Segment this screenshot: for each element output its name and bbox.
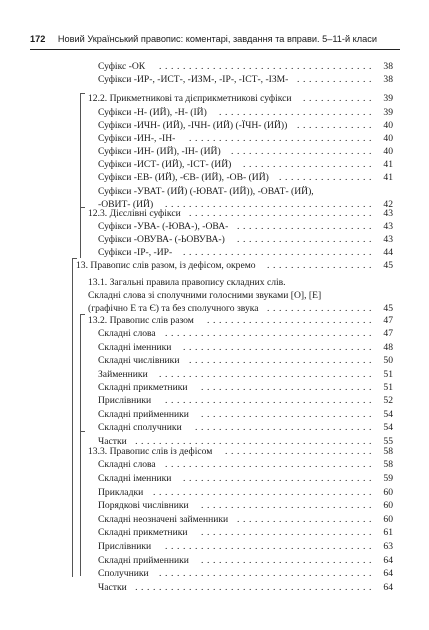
toc-entry: [88, 289, 393, 302]
toc-entry-label: Сполучники: [98, 568, 149, 579]
toc-entry: [98, 567, 393, 580]
toc-entry: [98, 554, 393, 567]
toc-entry: [98, 472, 393, 485]
toc-entry-label: 12.2. Прикметникові та дієприкметникові суфікси: [88, 93, 292, 104]
toc-entry-page: 63: [383, 541, 393, 552]
toc-entry: [98, 73, 393, 86]
toc-entry-page: 58: [383, 446, 393, 457]
toc-entry-label: Суфікс -ОК: [98, 61, 146, 72]
dot-leader: ...................................: [165, 328, 375, 339]
dot-leader: ........................: [231, 146, 375, 157]
dot-leader: .............: [297, 120, 375, 131]
toc-entry: [98, 132, 393, 145]
toc-entry-page: 40: [383, 120, 393, 131]
toc-entry-label: 13. Правопис слів разом, із дефісом, окремо: [76, 260, 256, 271]
toc-entry-label: Частки: [98, 582, 127, 593]
section-box-12-3: [80, 207, 85, 258]
toc-entry-page: 54: [383, 422, 393, 433]
dot-leader: ..................: [267, 303, 375, 314]
toc-entry-page: 40: [383, 146, 393, 157]
toc-entry-label: Суфікси -ЕВ- (ИЙ), -ЄВ- (ИЙ), -ОВ- (ИЙ): [98, 172, 269, 183]
dot-leader: ............................: [207, 315, 375, 326]
toc-entry-page: 44: [383, 247, 393, 258]
toc-entry: [98, 381, 393, 394]
dot-leader: ..........................: [219, 107, 375, 118]
dot-leader: ....................................: [159, 369, 375, 380]
dot-leader: ................: [279, 172, 375, 183]
dot-leader: ....................................: [159, 568, 375, 579]
toc-entry-page: 42: [383, 199, 393, 210]
toc-entry-page: 45: [383, 303, 393, 314]
toc-entry: [98, 185, 393, 198]
toc-entry: [98, 526, 393, 539]
toc-entry-page: 51: [383, 369, 393, 380]
toc-entry-label: Суфікси -ІР-, -ИР-: [98, 247, 173, 258]
toc-entry-label: Складні неозначені займенники: [98, 514, 229, 525]
dot-leader: .......................: [237, 221, 375, 232]
toc-entry: [88, 92, 393, 105]
toc-entry-label: Складні іменники: [98, 473, 172, 484]
toc-entry: [98, 220, 393, 233]
toc-entry: [98, 499, 393, 512]
toc-entry: [98, 60, 393, 73]
dot-leader: ................................: [183, 247, 375, 258]
toc-entry-page: 43: [383, 234, 393, 245]
toc-entry-page: 60: [383, 500, 393, 511]
dot-leader: ...................................: [165, 541, 375, 552]
toc-entry-page: 38: [383, 61, 393, 72]
toc-entry: [98, 341, 393, 354]
toc-entry: [98, 354, 393, 367]
dot-leader: ...............................: [189, 355, 375, 366]
toc-entry-label: Суфікси -УВА- (-ЮВА-), -ОВА-: [98, 221, 229, 232]
dot-leader: ................................: [183, 473, 375, 484]
toc-entry: [88, 207, 393, 220]
toc-entry: [98, 458, 393, 471]
toc-entry-label: Складні прийменники: [98, 555, 189, 566]
dot-leader: ........................................: [135, 436, 375, 447]
toc-entry-label: Складні слова зі сполучними голосними звуками [О], [Е]: [88, 290, 322, 301]
toc-entry-page: 41: [383, 159, 393, 170]
section-box-13: [72, 258, 77, 577]
toc-entry-label: Суфікси -ИСТ- (ИЙ), -ІСТ- (ИЙ): [98, 159, 232, 170]
toc-entry-label: (графічно Е та Є) та без сполучного звука: [88, 303, 259, 314]
toc-entry-page: 47: [383, 315, 393, 326]
dot-leader: ........................................: [135, 582, 375, 593]
dot-leader: .............................: [201, 555, 375, 566]
dot-leader: ............: [303, 93, 375, 104]
dot-leader: ...................................: [165, 395, 375, 406]
toc-entry-label: Частки: [98, 436, 127, 447]
toc-entry: [98, 119, 393, 132]
toc-entry: [98, 408, 393, 421]
header-rule: [30, 49, 400, 50]
dot-leader: ..................: [267, 260, 375, 271]
toc-entry-page: 39: [383, 93, 393, 104]
toc-entry-label: Суфікси -УВАТ- (ИЙ) (-ЮВАТ- (ИЙ)), -ОВАТ- (ИЙ),: [98, 186, 314, 197]
toc-entry-label: Складні слова: [98, 459, 156, 470]
toc-entry-label: 12.3. Дієслівні суфікси: [88, 208, 181, 219]
dot-leader: ...............................: [189, 208, 375, 219]
toc-entry-label: Займенники: [98, 369, 148, 380]
toc-entry-page: 51: [383, 382, 393, 393]
toc-entry-label: -ОВИТ- (ИЙ): [98, 199, 154, 210]
toc-entry-page: 64: [383, 568, 393, 579]
toc-entry-label: Суфікси -ИЧН- (ИЙ), -ІЧН- (ИЙ) (-ЇЧН- (ИЙ)): [98, 120, 288, 131]
dot-leader: .......................: [237, 514, 375, 525]
toc-entry-label: Складні прикметники: [98, 382, 188, 393]
dot-leader: .............................: [201, 382, 375, 393]
dot-leader: .........................: [225, 446, 375, 457]
dot-leader: .....................................: [153, 487, 375, 498]
toc-entry: [98, 368, 393, 381]
toc-entry-page: 54: [383, 409, 393, 420]
toc-entry-page: 47: [383, 328, 393, 339]
section-box-13-3: [80, 431, 85, 576]
toc-entry-page: 41: [383, 172, 393, 183]
toc-entry-page: 40: [383, 133, 393, 144]
toc-entry-label: Складні прийменники: [98, 409, 189, 420]
toc-entry-label: 13.1. Загальні правила правопису складних слів.: [88, 277, 286, 288]
toc-entry: [98, 394, 393, 407]
dot-leader: .......................: [237, 234, 375, 245]
page-number: 172: [30, 34, 46, 44]
toc-entry-label: 13.3. Правопис слів із дефісом: [88, 446, 213, 457]
toc-entry: [76, 259, 393, 272]
toc-entry: [98, 486, 393, 499]
toc-entry-label: 13.2. Правопис слів разом: [88, 315, 194, 326]
toc-entry-page: 60: [383, 487, 393, 498]
toc-entry-page: 55: [383, 436, 393, 447]
book-title: Новий Український правопис: коментарі, завдання та вправи. 5–11-й класи: [57, 34, 377, 44]
toc-entry: [98, 158, 393, 171]
dot-leader: ...................................: [165, 199, 375, 210]
dot-leader: ...................................: [165, 459, 375, 470]
dot-leader: ...............................: [189, 133, 375, 144]
toc-entry-page: 61: [383, 527, 393, 538]
toc-entry-label: Складні іменники: [98, 342, 172, 353]
toc-entry-label: Складні сполучники: [98, 422, 182, 433]
dot-leader: ..............................: [195, 422, 375, 433]
dot-leader: .............: [297, 74, 375, 85]
toc-entry-label: Суфікси -ОВУВА- (-ЬОВУВА-): [98, 234, 225, 245]
toc-entry: [98, 540, 393, 553]
toc-entry: [98, 421, 393, 434]
toc-entry-label: Суфікси -ИР-, -ИСТ-, -ИЗМ-, -ІР-, -ІСТ-, -ІЗМ-: [98, 74, 289, 85]
toc-entry-label: Прислівники: [98, 541, 152, 552]
toc-entry-page: 45: [383, 260, 393, 271]
toc-entry: [98, 145, 393, 158]
toc-entry: [88, 276, 393, 289]
toc-entry-page: 50: [383, 355, 393, 366]
dot-leader: .............................: [201, 409, 375, 420]
toc-entry-page: 38: [383, 74, 393, 85]
toc-entry-page: 64: [383, 555, 393, 566]
toc-entry: [98, 171, 393, 184]
toc-entry: [98, 233, 393, 246]
toc-entry-label: Прислівники: [98, 395, 152, 406]
running-header: [30, 34, 400, 44]
toc-entry: [98, 246, 393, 259]
toc-entry: [98, 581, 393, 594]
toc-entry-label: Складні числівники: [98, 355, 180, 366]
toc-entry-label: Прикладки: [98, 487, 144, 498]
toc-entry-page: 58: [383, 459, 393, 470]
toc-entry-label: Порядкові числівники: [98, 500, 189, 511]
toc-entry-page: 59: [383, 473, 393, 484]
section-box-12-2: [80, 93, 85, 207]
toc-entry: [98, 327, 393, 340]
toc-entry-page: 52: [383, 395, 393, 406]
dot-leader: ................................: [183, 342, 375, 353]
dot-leader: .............................: [201, 500, 375, 511]
section-box-13-2: [80, 314, 85, 431]
dot-leader: ......................: [243, 159, 375, 170]
toc-entry: [88, 445, 393, 458]
toc-entry-label: Складні слова: [98, 328, 156, 339]
toc-entry-label: Суфікси -ИН- (ИЙ), -ІН- (ИЙ): [98, 146, 221, 157]
toc-entry-label: Суфікси -Н- (ИЙ), -Н- (ІЙ): [98, 107, 207, 118]
toc-entry: [98, 513, 393, 526]
toc-entry-page: 64: [383, 582, 393, 593]
dot-leader: ....................................: [159, 61, 375, 72]
toc-entry-page: 43: [383, 221, 393, 232]
toc-entry-label: Складні прикметники: [98, 527, 188, 538]
toc-entry-page: 48: [383, 342, 393, 353]
toc-entry: [98, 106, 393, 119]
toc-entry-page: 60: [383, 514, 393, 525]
toc-entry-page: 43: [383, 208, 393, 219]
toc-entry: [88, 314, 393, 327]
toc-entry-page: 39: [383, 107, 393, 118]
toc-entry-label: Суфікси -ИН-, -ІН-: [98, 133, 176, 144]
dot-leader: .............................: [201, 527, 375, 538]
